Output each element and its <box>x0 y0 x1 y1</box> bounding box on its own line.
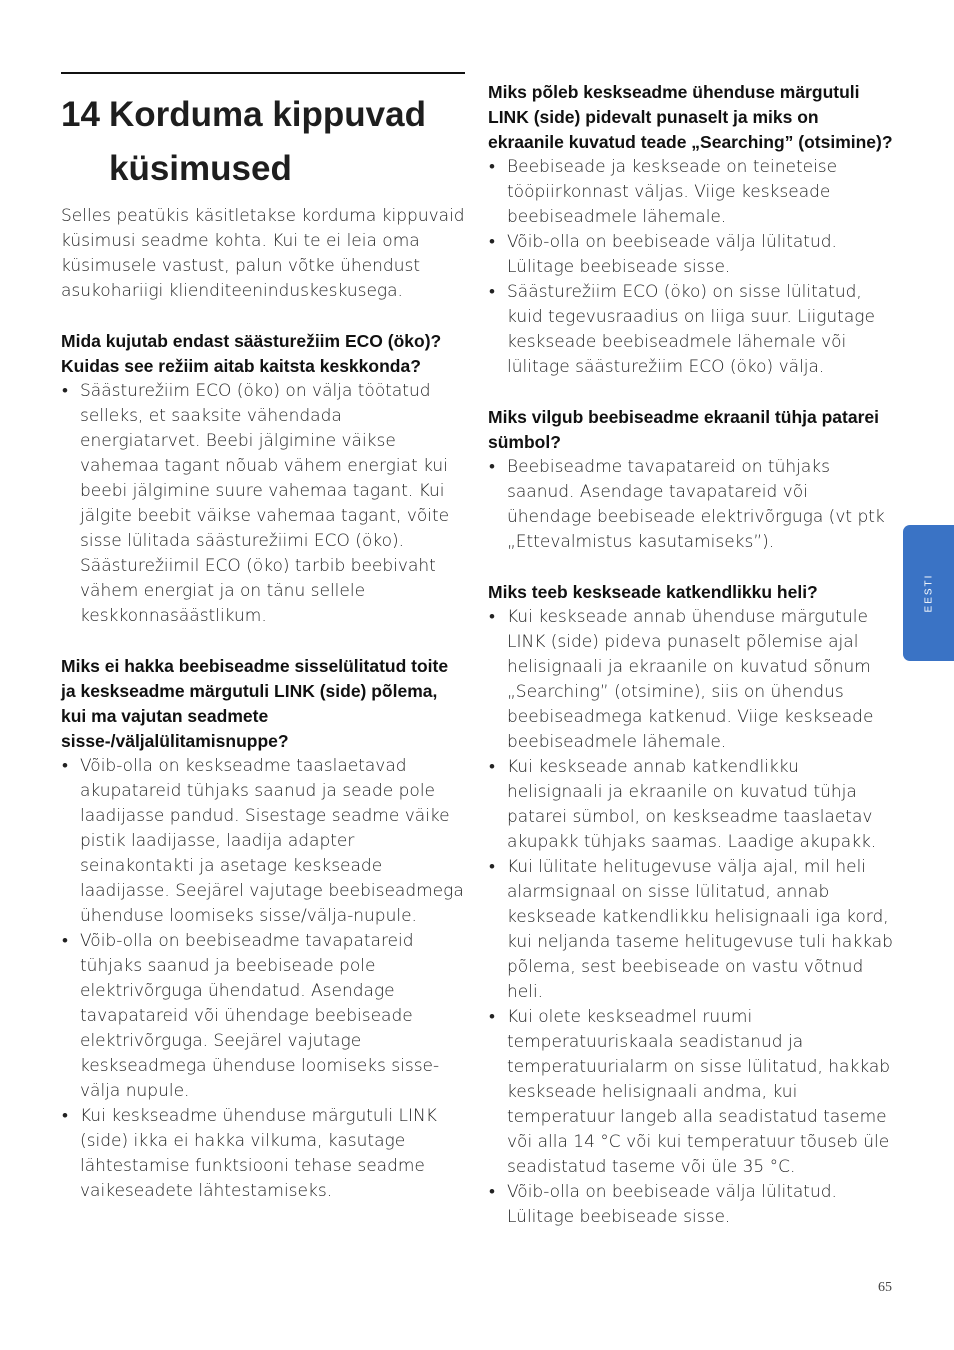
faq-answer: • Võib-olla on keskseadme taaslaetavad akupatareid tühjaks saanud ja seade pole laadijasse pandud. Sisestage seadme väike pistik laadijasse, laadija adapter seinakontakti ja asetage keskseade laadijasse. Seejärel vajutage beebiseadmega ühenduse loomiseks sisse/välja-nupule. <box>61 754 467 929</box>
faq-answer: • Kui keskseadme ühenduse märgutuli LINK (side) ikka ei hakka vilkuma, kasutage lähtestamise funktsiooni tehase seadme vaikeseadete lähtestamiseks. <box>61 1104 467 1204</box>
faq-answer-list <box>488 605 896 1230</box>
faq-answer: • Võib-olla on beebiseade välja lülitatud. Lülitage beebiseade sisse. <box>488 1180 896 1230</box>
faq-answer: • Beebiseadme tavapatareid on tühjaks saanud. Asendage tavapatareid või ühendage beebiseade elektrivõrguga (vt ptk „Ettevalmistus kasutamiseks”). <box>488 455 896 555</box>
page-number: 65 <box>878 1280 892 1295</box>
faq-question: Miks teeb keskseade katkendlikku heli? <box>488 582 818 602</box>
faq-answer-list <box>61 379 467 629</box>
faq-question: Mida kujutab endast säästurežiim ECO (öko)? Kuidas see režiim aitab kaitsta keskkonda? <box>61 331 442 376</box>
faq-question: Miks põleb keskseadme ühenduse märgutuli LINK (side) pidevalt punaselt ja miks on ekraanile kuvatud teade „Searching” (otsimine)? <box>488 82 893 152</box>
faq-answer: • Võib-olla on beebiseadme tavapatareid tühjaks saanud ja beebiseade pole elektrivõrguga ühendatud. Asendage tavapatareid või ühendage beebiseade elektrivõrguga. Seejärel vajutage keskseadmega ühenduse loomiseks sisse-välja nupule. <box>61 929 467 1104</box>
faq-question: Miks vilgub beebiseadme ekraanil tühja patarei sümbol? <box>488 407 879 452</box>
chapter-number: 14 <box>61 95 100 134</box>
left-column <box>61 204 467 1229</box>
faq-answer: • Säästurežiim ECO (öko) on sisse lülitatud, kuid tegevusraadius on liiga suur. Liigutage keskseade beebiseadmele lähemale või lülitage säästurežiim ECO (öko) välja. <box>488 280 896 380</box>
header-rule <box>61 72 465 74</box>
faq-answer: • Kui keskseade annab katkendlikku helisignaali ja ekraanile on kuvatud tühja patarei sümbol, on keskseadme taaslaetav akupakk tühjaks saamas. Laadige akupakk. <box>488 755 896 855</box>
language-tab-label: EESTI <box>923 573 934 613</box>
faq-answer: • Kui keskseade annab ühenduse märgutule LINK (side) pideva punaselt põlemise ajal helisignaali ja ekraanile on kuvatud sõnum „Searching” (otsimine), siis on ühendus beebiseadmega katkenud. Viige keskseade beebiseadmele lähemale. <box>488 605 896 755</box>
faq-answer: • Võib-olla on beebiseade välja lülitatud. Lülitage beebiseade sisse. <box>488 230 896 280</box>
right-column <box>488 80 896 1255</box>
faq-answer-list <box>488 155 896 380</box>
faq-question: Miks ei hakka beebiseadme sisselülitatud toite ja keskseadme märgutuli LINK (side) põlema, kui ma vajutan seadmete sisse-/väljalülitamisnuppe? <box>61 656 449 751</box>
chapter-title-line2: küsimused <box>109 149 292 188</box>
faq-answer: • Säästurežiim ECO (öko) on välja töötatud selleks, et saaksite vähendada energiatarvet. Beebi jälgimine väikse vahemaa tagant nõuab vähem energiat kui beebi jälgimine suure vahemaa tagant. Kui jälgite beebit väikse vahemaa tagant, võite sisse lülitada säästurežiimi ECO (öko). Säästurežiimil ECO (öko) tarbib beebivaht vähem energiat ja on tänu sellele keskkonnasäästlikum. <box>61 379 467 629</box>
faq-answer-list <box>61 754 467 1204</box>
language-section-tab <box>903 525 954 661</box>
faq-answer: • Beebiseade ja keskseade on teineteise tööpiirkonnast väljas. Viige keskseade beebiseadmele lähemale. <box>488 155 896 230</box>
chapter-title-line1: Korduma kippuvad <box>109 95 426 134</box>
chapter-intro: Selles peatükis käsitletakse korduma kippuvaid küsimusi seadme kohta. Kui te ei leia oma küsimusele vastust, palun võtke ühendust asukohariigi klienditeeninduskeskusega. <box>61 206 465 301</box>
faq-answer-list <box>488 455 896 555</box>
chapter-title <box>61 88 471 196</box>
faq-answer: • Kui lülitate helitugevuse välja ajal, mil heli alarmsignaal on sisse lülitatud, annab keskseade katkendlikku helisignaali iga kord, kui neljanda taseme helitugevuse tuli hakkab põlema, sest beebiseade on vastu võtnud heli. <box>488 855 896 1005</box>
faq-answer: • Kui olete keskseadmel ruumi temperatuuriskaala seadistanud ja temperatuurialarm on sisse lülitatud, hakkab keskseade helisignaali andma, kui temperatuur langeb alla seadistatud taseme või alla 14 °C või kui temperatuur tõuseb üle seadistatud taseme või üle 35 °C. <box>488 1005 896 1180</box>
